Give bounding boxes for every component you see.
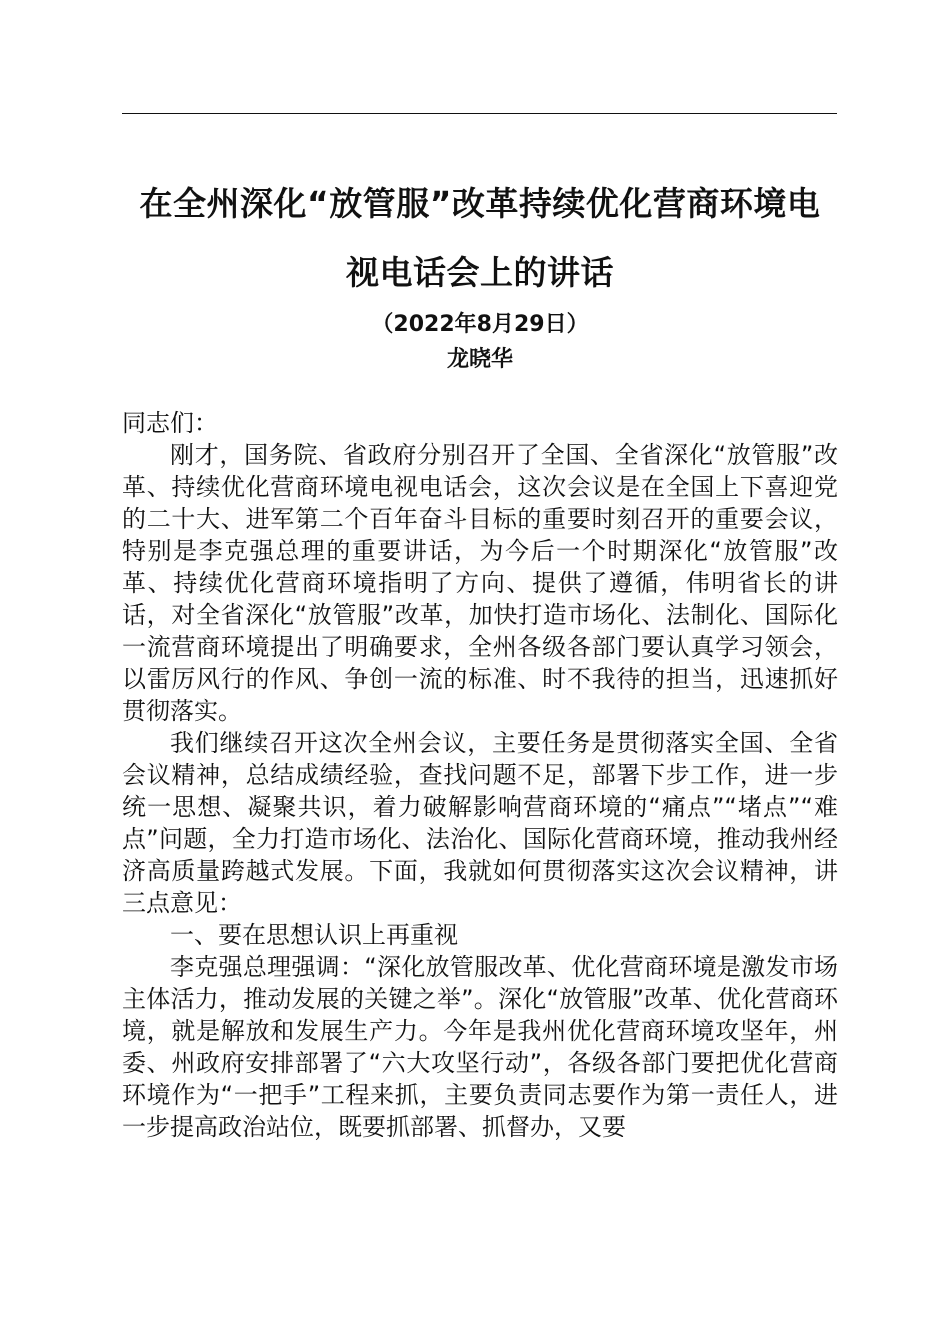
document-title-line-2: 视电话会上的讲话 — [346, 253, 614, 292]
header-rule — [122, 113, 837, 114]
paragraph-2: 我们继续召开这次全州会议，主要任务是贯彻落实全国、全省会议精神，总结成绩经验，查找问题不足，部署下步工作，进一步统一思想、凝聚共识，着力破解影响营商环境的“痛点”“堵点”“难点”问题，全力打造市场化、法治化、国际化营商环境，推动我州经济高质量跨越式发展。下面，我就如何贯彻落实这次会议精神，讲三点意见： — [122, 729, 838, 917]
salutation: 同志们： — [122, 409, 218, 437]
paragraph-3: 李克强总理强调：“深化放管服改革、优化营商环境是激发市场主体活力，推动发展的关键之举”。深化“放管服”改革、优化营商环境，就是解放和发展生产力。今年是我州优化营商环境攻坚年，州委、州政府安排部署了“六大攻坚行动”，各级各部门要把优化营商环境作为“一把手”工程来抓，主要负责同志要作为第一责任人，进一步提高政治站位，既要抓部署、抓督办，又要 — [122, 953, 838, 1141]
document-title-line-1: 在全州深化“放管服”改革持续优化营商环境电 — [139, 184, 821, 223]
speech-body — [122, 407, 838, 1143]
paragraph-1: 刚才，国务院、省政府分别召开了全国、全省深化“放管服”改革、持续优化营商环境电视电话会，这次会议是在全国上下喜迎党的二十大、进军第二个百年奋斗目标的重要时刻召开的重要会议，特别是李克强总理的重要讲话，为今后一个时期深化“放管服”改革、持续优化营商环境指明了方向、提供了遵循，伟明省长的讲话，对全省深化“放管服”改革，加快打造市场化、法制化、国际化一流营商环境提出了明确要求，全州各级各部门要认真学习领会，以雷厉风行的作风、争创一流的标准、时不我待的担当，迅速抓好贯彻落实。 — [122, 441, 838, 725]
section-heading-1: 一、要在思想认识上再重视 — [170, 921, 458, 949]
speech-date: （2022年8月29日） — [371, 312, 589, 337]
speaker-name: 龙晓华 — [446, 347, 513, 372]
